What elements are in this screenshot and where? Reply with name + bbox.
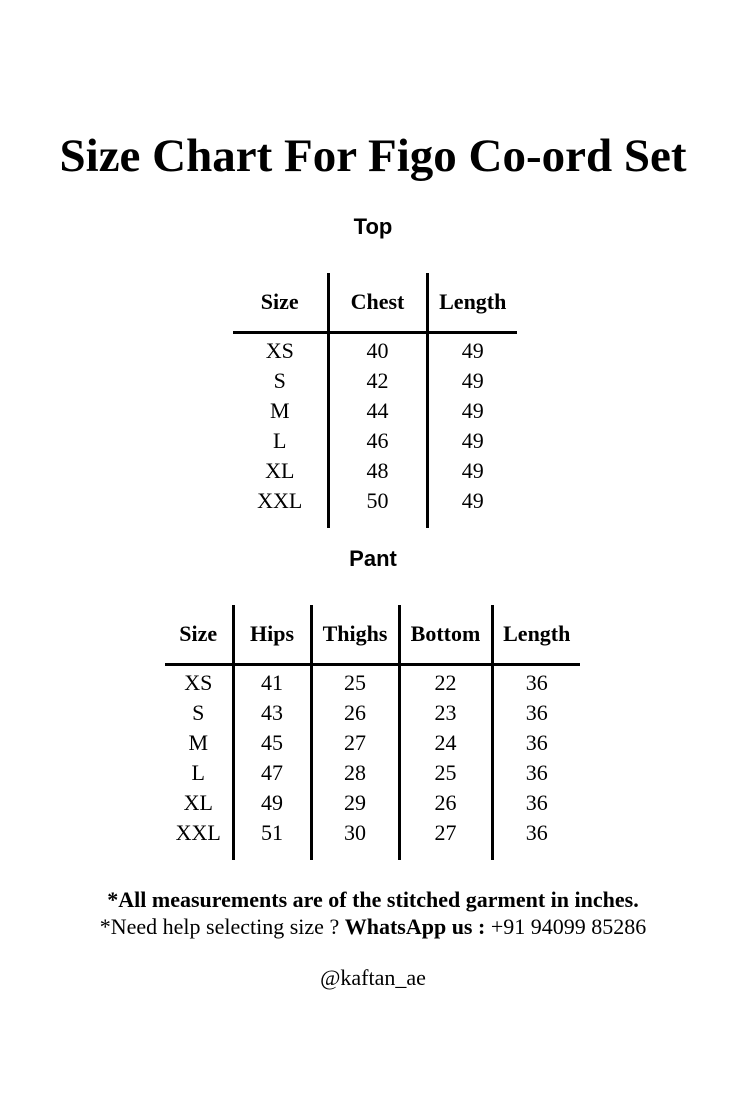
cell-size: XXL [257,488,303,513]
table-row [165,818,580,860]
cell-length: 49 [427,333,517,367]
help-prefix: *Need help selecting size ? [99,914,345,939]
cell-length: 49 [427,486,517,528]
whatsapp-label: WhatsApp us : [344,914,486,939]
measurement-note: *All measurements are of the stitched garment in inches. [107,887,639,912]
cell-hips: 43 [233,698,311,728]
cell-chest: 48 [328,456,427,486]
pant-section-heading: Pant [349,546,397,571]
cell-length: 49 [427,456,517,486]
cell-size: L [273,428,287,453]
cell-bottom: 26 [399,788,492,818]
cell-bottom: 23 [399,698,492,728]
column-header-length: Length [492,605,580,665]
cell-chest: 44 [328,396,427,426]
cell-size: L [191,760,205,785]
column-header-size: Size [233,273,328,333]
cell-bottom: 24 [399,728,492,758]
table-header-row [165,605,580,665]
cell-size: M [188,730,209,755]
cell-length: 36 [492,665,580,699]
table-row [233,333,517,367]
table-row [165,758,580,788]
table-row [233,426,517,456]
cell-bottom: 22 [399,665,492,699]
cell-length: 36 [492,758,580,788]
column-header-chest: Chest [328,273,427,333]
cell-thighs: 26 [311,698,399,728]
cell-length: 36 [492,728,580,758]
top-section-heading: Top [353,214,393,239]
table-row [233,486,517,528]
table-header-row [233,273,517,333]
cell-size: M [269,398,290,423]
column-header-size: Size [165,605,233,665]
cell-chest: 40 [328,333,427,367]
cell-chest: 42 [328,366,427,396]
cell-length: 49 [427,426,517,456]
social-handle: @kaftan_ae [320,965,426,990]
cell-thighs: 29 [311,788,399,818]
cell-size: S [273,368,286,393]
cell-length: 49 [427,366,517,396]
cell-size: S [192,700,205,725]
cell-bottom: 25 [399,758,492,788]
cell-chest: 50 [328,486,427,528]
cell-thighs: 28 [311,758,399,788]
help-line [0,913,746,941]
top-size-table [233,273,517,528]
cell-size: XL [183,790,213,815]
cell-length: 49 [427,396,517,426]
cell-length: 36 [492,788,580,818]
cell-hips: 49 [233,788,311,818]
column-header-bottom: Bottom [399,605,492,665]
table-row [233,396,517,426]
whatsapp-phone: +91 94099 85286 [485,914,647,939]
cell-length: 36 [492,698,580,728]
column-header-thighs: Thighs [311,605,399,665]
table-row [165,665,580,699]
cell-hips: 41 [233,665,311,699]
table-row [165,728,580,758]
cell-hips: 51 [233,818,311,860]
table-row [165,698,580,728]
cell-size: XL [265,458,295,483]
cell-length: 36 [492,818,580,860]
cell-chest: 46 [328,426,427,456]
page-title: Size Chart For Figo Co-ord Set [59,130,687,182]
table-row [233,456,517,486]
cell-hips: 45 [233,728,311,758]
column-header-length: Length [427,273,517,333]
pant-size-table [165,605,580,860]
table-row [233,366,517,396]
cell-bottom: 27 [399,818,492,860]
table-row [165,788,580,818]
cell-size: XS [265,338,294,363]
cell-thighs: 27 [311,728,399,758]
cell-size: XXL [175,820,221,845]
column-header-hips: Hips [233,605,311,665]
cell-hips: 47 [233,758,311,788]
cell-thighs: 30 [311,818,399,860]
cell-size: XS [184,670,213,695]
cell-thighs: 25 [311,665,399,699]
